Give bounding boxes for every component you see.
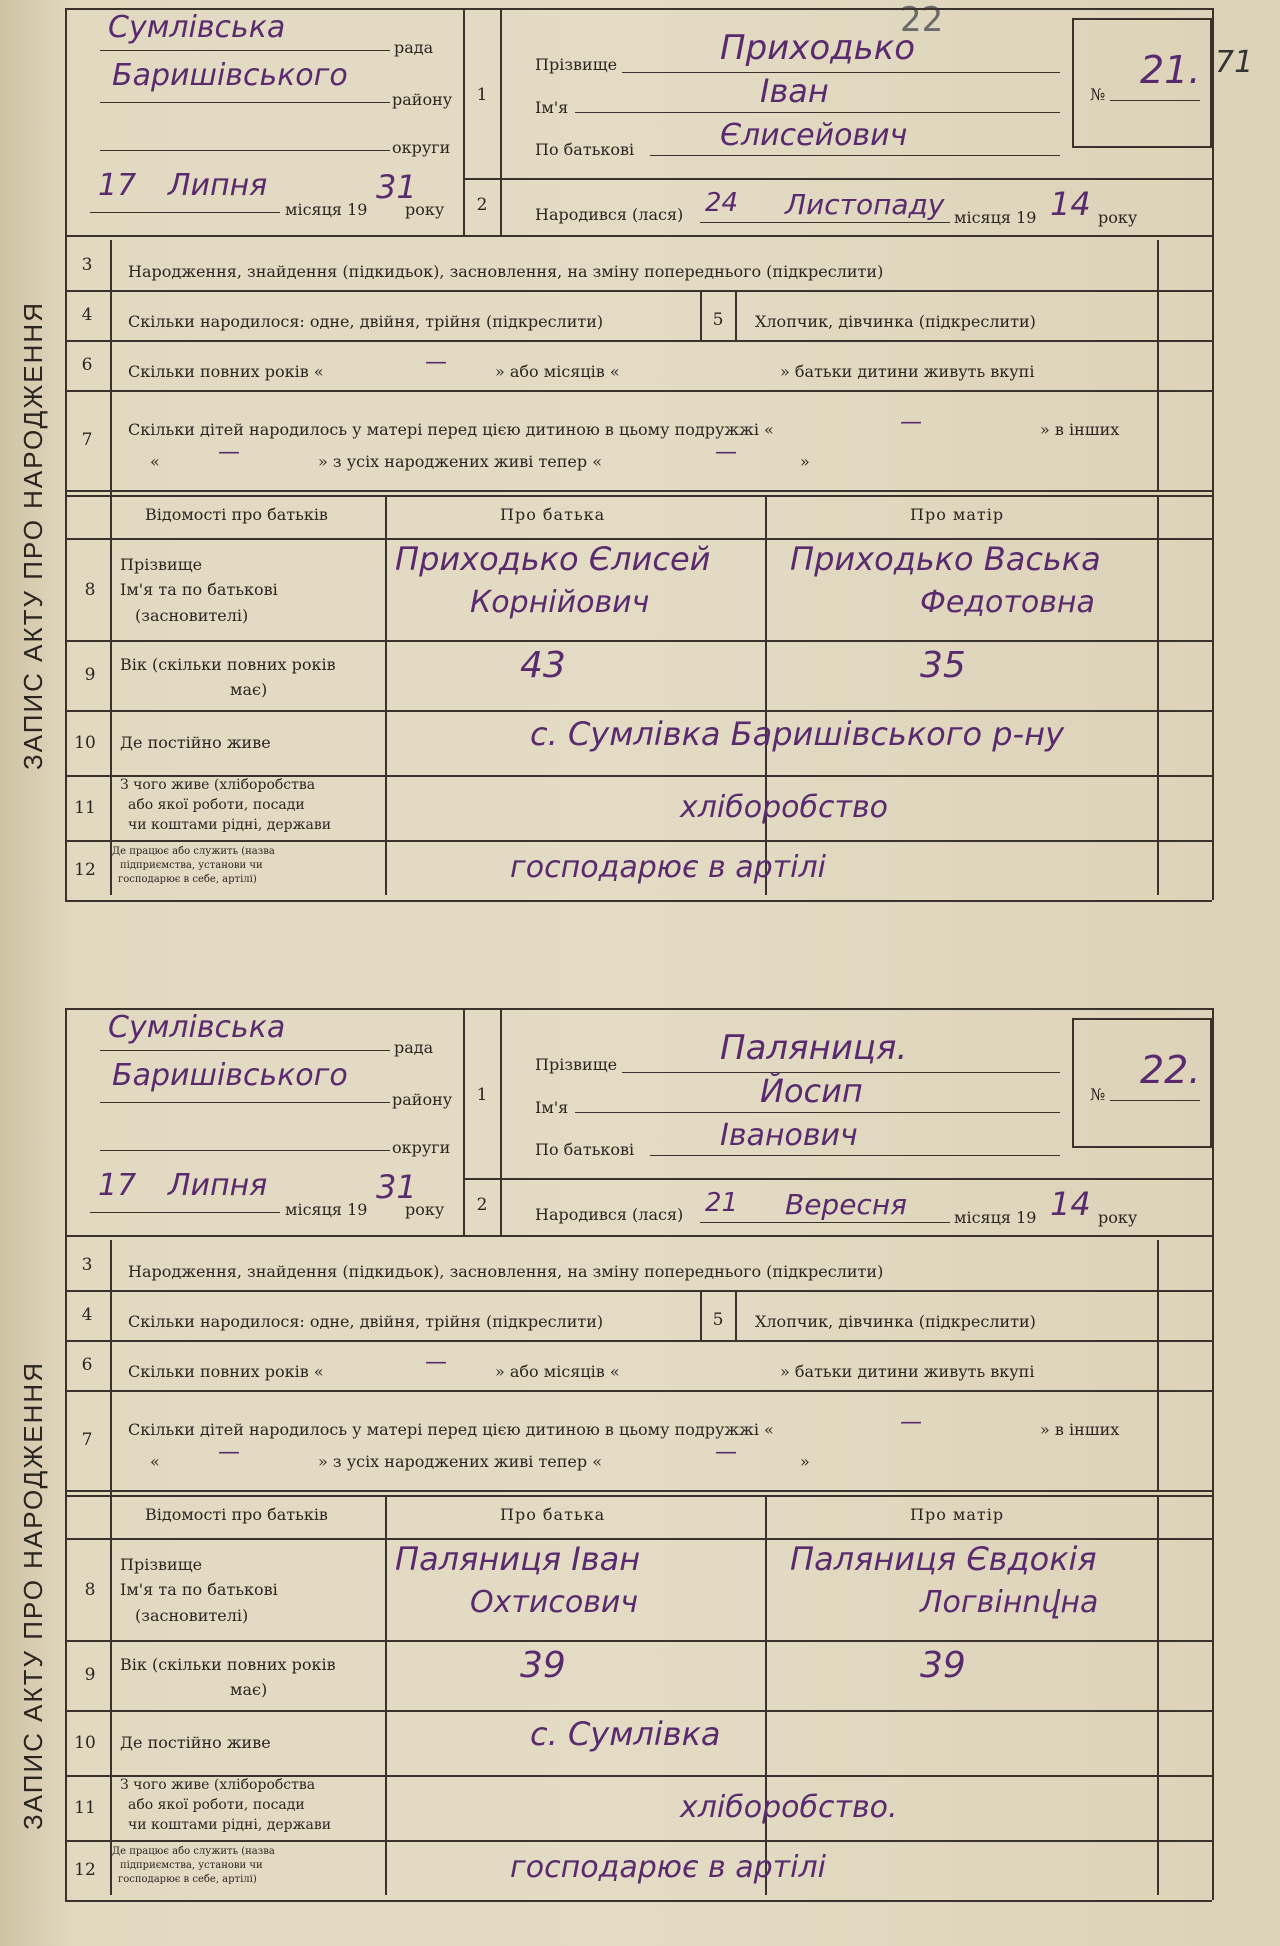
record-month: Липня: [168, 168, 268, 203]
child-surname: Приходько: [720, 28, 916, 68]
father-name-2: Охтисович: [470, 1585, 639, 1620]
row7-text-e: »: [800, 452, 810, 471]
born-month-label: місяця 19: [954, 208, 1037, 227]
margin-note: 71: [1215, 45, 1254, 80]
rayon-label: району: [392, 90, 453, 109]
record-month: Липня: [168, 1168, 268, 1203]
row9-label-1: Вік (скільки повних років: [120, 1655, 336, 1674]
rayon-value: Баришівського: [112, 58, 348, 93]
row11-label-2: або якої роботи, посади: [128, 1797, 305, 1813]
patronymic-label: По батькові: [535, 1140, 635, 1159]
record-no: 22.: [1140, 1048, 1201, 1092]
surname-label: Прізвище: [535, 1055, 618, 1074]
rada-value: Сумлівська: [108, 10, 286, 45]
born-year: 14: [1050, 185, 1091, 223]
child-name: Іван: [760, 72, 829, 110]
row9-label-2: має): [230, 680, 268, 699]
row7-text-b: » в інших: [1040, 1420, 1120, 1439]
row7-count-other: —: [218, 440, 240, 465]
name-label: Ім'я: [535, 1098, 569, 1117]
header-parents: Відомості про батьків: [145, 1505, 328, 1524]
row6-text-a: Скільки повних років «: [128, 1362, 324, 1381]
mother-name-2: Логвінովна: [920, 1585, 1099, 1620]
row9-label-2: має): [230, 1680, 268, 1699]
header-father: Про батька: [500, 505, 606, 524]
row7-count-alive: —: [715, 440, 737, 465]
rayon-value: Баришівського: [112, 1058, 348, 1093]
born-year: 14: [1050, 1185, 1091, 1223]
header-mother: Про матір: [910, 505, 1005, 524]
record-month-label: місяця 19: [285, 1200, 368, 1219]
record-day: 17: [98, 1168, 137, 1203]
page-number: 22: [900, 0, 944, 40]
row11-label-3: чи коштами рідні, держави: [128, 817, 332, 833]
row6-text-b: » або місяців «: [495, 362, 620, 381]
mother-age: 35: [920, 645, 966, 686]
livelihood: хліборобство.: [680, 1790, 898, 1825]
child-surname: Паляниця.: [720, 1028, 908, 1068]
patronymic-label: По батькові: [535, 140, 635, 159]
born-label: Народився (лася): [535, 205, 684, 224]
row3-text: Народження, знайдення (підкидьок), засновлення, на зміну попереднього (підкреслити): [128, 1262, 884, 1281]
born-day: 21: [705, 1188, 739, 1218]
born-month: Вересня: [785, 1188, 907, 1221]
header-parents: Відомості про батьків: [145, 505, 328, 524]
name-label: Ім'я: [535, 98, 569, 117]
rada-value: Сумлівська: [108, 1010, 286, 1045]
row5-text: Хлопчик, дівчинка (підкреслити): [755, 1312, 1036, 1331]
row12-label-2: підприємства, установи чи: [120, 860, 263, 871]
row7-text-c: «: [150, 1452, 160, 1471]
livelihood: хліборобство: [680, 790, 889, 825]
row7-count-other: —: [218, 1440, 240, 1465]
record-year-label: року: [405, 200, 445, 219]
father-name-2: Корнійович: [470, 585, 650, 620]
record-no-label: №: [1090, 85, 1106, 104]
row7-text-a: Скільки дітей народилось у матері перед цією дитиною в цьому подружжі «: [128, 1420, 774, 1439]
row12-label-3: господарює в себе, артілі): [118, 874, 257, 885]
row12-label-3: господарює в себе, артілі): [118, 1874, 257, 1885]
row10-label: Де постійно живе: [120, 733, 271, 752]
row7-count-alive: —: [715, 1440, 737, 1465]
rada-label: рада: [394, 1038, 434, 1057]
mother-age: 39: [920, 1645, 966, 1686]
side-title: [18, 730, 49, 770]
okrug-label: округи: [392, 138, 451, 157]
row12-label-2: підприємства, установи чи: [120, 1860, 263, 1871]
header-mother: Про матір: [910, 1505, 1005, 1524]
row6-text-b: » або місяців «: [495, 1362, 620, 1381]
okrug-label: округи: [392, 1138, 451, 1157]
residence: с. Сумлівка: [530, 1715, 721, 1753]
mother-name-1: Паляниця Євдокія: [790, 1540, 1097, 1578]
mother-name-1: Приходько Васька: [790, 540, 1101, 578]
record-no-label: №: [1090, 1085, 1106, 1104]
row9-label-1: Вік (скільки повних років: [120, 655, 336, 674]
record-year: 31: [376, 1168, 417, 1206]
header-father: Про батька: [500, 1505, 606, 1524]
row8-label-2: Ім'я та по батькові: [120, 1580, 278, 1599]
row10-label: Де постійно живе: [120, 1733, 271, 1752]
row6-years: —: [425, 1350, 447, 1375]
row12-label-1: Де працює або служить (назва: [112, 846, 275, 857]
row11-label-1: З чого живе (хліборобства: [120, 1777, 316, 1793]
row11-label-3: чи коштами рідні, держави: [128, 1817, 332, 1833]
child-patronymic: Єлисейович: [720, 118, 908, 153]
born-year-label: року: [1098, 1208, 1138, 1227]
row6-text-c: » батьки дитини живуть вкупі: [780, 1362, 1035, 1381]
row7-text-b: » в інших: [1040, 420, 1120, 439]
row5-text: Хлопчик, дівчинка (підкреслити): [755, 312, 1036, 331]
row4-text: Скільки народилося: одне, двійня, трійня (підкреслити): [128, 1312, 604, 1331]
row6-years: —: [425, 350, 447, 375]
rayon-label: району: [392, 1090, 453, 1109]
record-year: 31: [376, 168, 417, 206]
born-label: Народився (лася): [535, 1205, 684, 1224]
father-name-1: Паляниця Іван: [395, 1540, 641, 1578]
row7-text-d: » з усіх народжених живі тепер «: [318, 1452, 603, 1471]
father-age: 43: [520, 645, 566, 686]
record-day: 17: [98, 168, 137, 203]
row6-text-c: » батьки дитини живуть вкупі: [780, 362, 1035, 381]
row7-text-d: » з усіх народжених живі тепер «: [318, 452, 603, 471]
row8-label-3: (засновителі): [135, 1606, 249, 1625]
row11-label-2: або якої роботи, посади: [128, 797, 305, 813]
row7-text-e: »: [800, 1452, 810, 1471]
row7-text-c: «: [150, 452, 160, 471]
row7-text-a: Скільки дітей народилось у матері перед цією дитиною в цьому подружжі «: [128, 420, 774, 439]
father-age: 39: [520, 1645, 566, 1686]
workplace: господарює в артілі: [510, 850, 826, 885]
residence: с. Сумлівка Баришівського р-ну: [530, 715, 1065, 753]
record-no: 21.: [1140, 48, 1201, 92]
mother-name-2: Федотовна: [920, 585, 1095, 620]
row8-label-1: Прізвище: [120, 1555, 203, 1574]
born-month-label: місяця 19: [954, 1208, 1037, 1227]
born-year-label: року: [1098, 208, 1138, 227]
row3-text: Народження, знайдення (підкидьок), засновлення, на зміну попереднього (підкреслити): [128, 262, 884, 281]
child-name: Йосип: [760, 1072, 863, 1110]
record-month-label: місяця 19: [285, 200, 368, 219]
rada-label: рада: [394, 38, 434, 57]
father-name-1: Приходько Єлисей: [395, 540, 711, 578]
surname-label: Прізвище: [535, 55, 618, 74]
side-title: [18, 1790, 49, 1830]
born-month: Листопаду: [785, 188, 945, 221]
row8-label-1: Прізвище: [120, 555, 203, 574]
row7-count-here: —: [900, 1410, 922, 1435]
row8-label-2: Ім'я та по батькові: [120, 580, 278, 599]
workplace: господарює в артілі: [510, 1850, 826, 1885]
record-year-label: року: [405, 1200, 445, 1219]
child-patronymic: Іванович: [720, 1118, 858, 1153]
row8-label-3: (засновителі): [135, 606, 249, 625]
row4-text: Скільки народилося: одне, двійня, трійня (підкреслити): [128, 312, 604, 331]
born-day: 24: [705, 188, 739, 218]
row12-label-1: Де працює або служить (назва: [112, 1846, 275, 1857]
row6-text-a: Скільки повних років «: [128, 362, 324, 381]
row7-count-here: —: [900, 410, 922, 435]
row11-label-1: З чого живе (хліборобства: [120, 777, 316, 793]
